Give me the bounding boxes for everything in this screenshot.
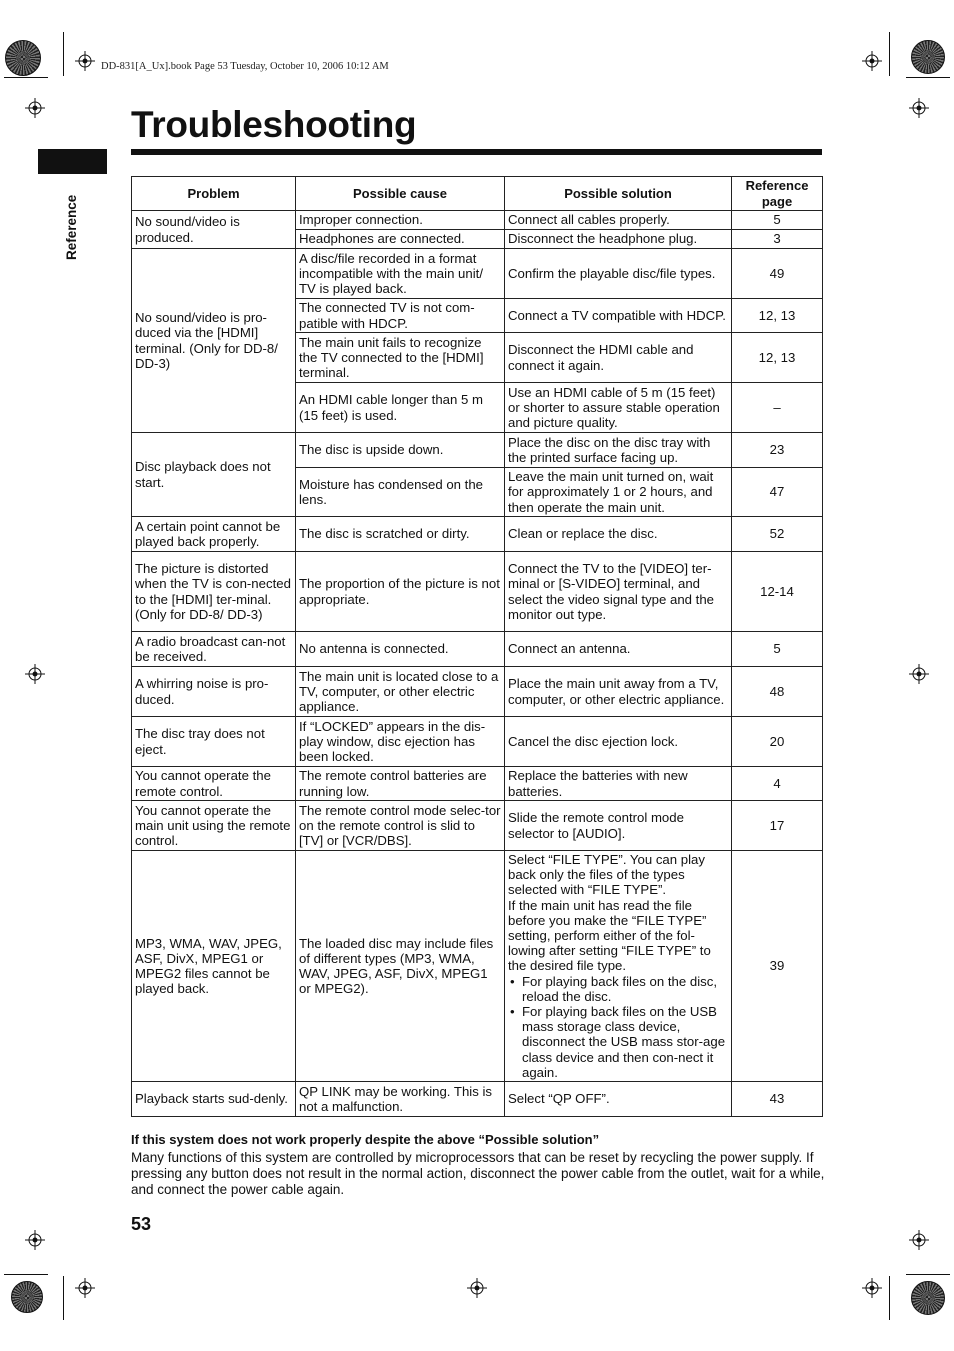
reference-page-cell: 5 — [732, 632, 823, 667]
cause-cell: Moisture has condensed on the lens. — [296, 468, 505, 517]
problem-cell: A certain point cannot be played back properly. — [132, 517, 296, 552]
column-header-ref: Reference page — [732, 177, 823, 211]
section-side-label: Reference — [64, 194, 79, 260]
solution-cell: Place the main unit away from a TV, computer, or other electric appliance. — [505, 667, 732, 717]
solution-paragraph: Select “FILE TYPE”. You can play back only the files of the types selected with “FILE TYPE”. — [508, 851, 705, 898]
problem-cell: MP3, WMA, WAV, JPEG, ASF, DivX, MPEG1 or MPEG2 files cannot be played back. — [132, 851, 296, 1082]
solution-cell: Connect all cables properly. — [505, 211, 732, 230]
table-row — [132, 667, 823, 717]
footnote-heading: If this system does not work properly despite the above “Possible solution” — [131, 1132, 600, 1147]
problem-cell: You cannot operate the main unit using the remote control. — [132, 801, 296, 851]
problem-cell: No sound/video is produced. — [132, 211, 296, 249]
reference-page-cell: 12, 13 — [732, 333, 823, 383]
solution-cell — [505, 851, 732, 1082]
solution-bullet-list — [508, 974, 728, 1080]
reference-page-cell: 20 — [732, 717, 823, 767]
reference-page-cell: 52 — [732, 517, 823, 552]
table-row — [132, 851, 823, 1082]
solution-cell: Leave the main unit turned on, wait for approximately 1 or 2 hours, and then operate the main unit. — [505, 468, 732, 517]
registration-disc-top-right — [911, 40, 945, 74]
column-header-cause: Possible cause — [296, 177, 505, 211]
page-number: 53 — [131, 1214, 152, 1234]
crosshair-mark-icon — [25, 664, 45, 684]
table-row — [132, 249, 823, 299]
reference-page-cell: 3 — [732, 230, 823, 249]
crosshair-mark-icon — [862, 51, 882, 71]
reference-page-cell: – — [732, 383, 823, 433]
solution-cell: Replace the batteries with new batteries. — [505, 767, 732, 801]
reference-page-cell: 12, 13 — [732, 299, 823, 333]
footnote-body: Many functions of this system are controlled by microprocessors that can be reset by recycling the power supply. If pressing any button does not result in the normal action, disconnect the power cable from the outlet, wait for a while, and connect the power cable again. — [131, 1150, 825, 1197]
solution-cell: Clean or replace the disc. — [505, 517, 732, 552]
solution-cell: Select “QP OFF”. — [505, 1082, 732, 1117]
problem-cell: The disc tray does not eject. — [132, 717, 296, 767]
table-row — [132, 552, 823, 632]
reference-page-cell: 23 — [732, 433, 823, 468]
solution-cell: Slide the remote control mode selector to [AUDIO]. — [505, 801, 732, 851]
reference-page-cell: 49 — [732, 249, 823, 299]
print-header: DD-831[A_Ux].book Page 53 Tuesday, October 10, 2006 10:12 AM — [101, 61, 389, 72]
problem-cell: No sound/video is pro-duced via the [HDMI] terminal. (Only for DD-8/ DD-3) — [132, 249, 296, 433]
solution-paragraph: If the main unit has read the file before you make the “FILE TYPE” setting, perform either of the fol-lowing after setting “FILE TYPE” to the desired file type. — [508, 897, 711, 974]
solution-bullet: • For playing back files on the USB mass storage class device, disconnect the USB mass stor-age class device and then con-nect it again. — [508, 1004, 728, 1080]
cause-cell: The remote control batteries are running low. — [296, 767, 505, 801]
cause-cell: The disc is upside down. — [296, 433, 505, 468]
crosshair-mark-icon — [909, 98, 929, 118]
problem-cell: A whirring noise is pro-duced. — [132, 667, 296, 717]
problem-cell: Playback starts sud-denly. — [132, 1082, 296, 1117]
cause-cell: The remote control mode selec-tor on the remote control is slid to [TV] or [VCR/DBS]. — [296, 801, 505, 851]
table-row — [132, 211, 823, 230]
cause-cell: The main unit fails to recognize the TV connected to the [HDMI] terminal. — [296, 333, 505, 383]
cause-cell: The loaded disc may include files of different types (MP3, WMA, WAV, JPEG, ASF, DivX, MPEG1 or MPEG2). — [296, 851, 505, 1082]
reference-page-cell: 12-14 — [732, 552, 823, 632]
problem-cell: The picture is distorted when the TV is con-nected to the [HDMI] ter-minal. (Only for DD-8/ DD-3) — [132, 552, 296, 632]
cause-cell: If “LOCKED” appears in the dis-play window, disc ejection has been locked. — [296, 717, 505, 767]
solution-cell: Place the disc on the disc tray with the printed surface facing up. — [505, 433, 732, 468]
crosshair-mark-icon — [25, 1230, 45, 1250]
solution-cell: Connect an antenna. — [505, 632, 732, 667]
problem-cell: A radio broadcast can-not be received. — [132, 632, 296, 667]
solution-cell: Connect the TV to the [VIDEO] ter-minal or [S-VIDEO] terminal, and select the video signal type and the monitor out type. — [505, 552, 732, 632]
crosshair-mark-icon — [75, 1278, 95, 1298]
crosshair-mark-icon — [25, 98, 45, 118]
registration-disc-bottom-right — [911, 1281, 945, 1315]
cause-cell: No antenna is connected. — [296, 632, 505, 667]
registration-disc-top-left — [5, 40, 41, 76]
table-row — [132, 767, 823, 801]
cause-cell: The connected TV is not com-patible with HDCP. — [296, 299, 505, 333]
cause-cell: QP LINK may be working. This is not a malfunction. — [296, 1082, 505, 1117]
cause-cell: A disc/file recorded in a format incompatible with the main unit/ TV is played back. — [296, 249, 505, 299]
cause-cell: Headphones are connected. — [296, 230, 505, 249]
crosshair-mark-icon — [75, 51, 95, 71]
reference-page-cell: 43 — [732, 1082, 823, 1117]
column-header-solution: Possible solution — [505, 177, 732, 211]
cause-cell: An HDMI cable longer than 5 m (15 feet) is used. — [296, 383, 505, 433]
reference-page-cell: 48 — [732, 667, 823, 717]
crosshair-mark-icon — [862, 1278, 882, 1298]
problem-cell: Disc playback does not start. — [132, 433, 296, 517]
page-title: Troubleshooting — [131, 104, 417, 145]
reference-page-cell: 47 — [732, 468, 823, 517]
crosshair-mark-icon — [467, 1278, 487, 1298]
crosshair-mark-icon — [909, 1230, 929, 1250]
solution-cell: Connect a TV compatible with HDCP. — [505, 299, 732, 333]
table-row — [132, 433, 823, 468]
solution-cell: Disconnect the HDMI cable and connect it again. — [505, 333, 732, 383]
solution-cell: Confirm the playable disc/file types. — [505, 249, 732, 299]
registration-disc-bottom-left — [11, 1281, 43, 1313]
solution-bullet: • For playing back files on the disc, reload the disc. — [508, 974, 728, 1004]
troubleshooting-table — [131, 176, 823, 1117]
section-tab — [38, 149, 107, 174]
cause-cell: Improper connection. — [296, 211, 505, 230]
table-row — [132, 632, 823, 667]
table-row — [132, 1082, 823, 1117]
solution-cell: Disconnect the headphone plug. — [505, 230, 732, 249]
cause-cell: The proportion of the picture is not appropriate. — [296, 552, 505, 632]
table-row — [132, 717, 823, 767]
cause-cell: The main unit is located close to a TV, computer, or other electric appliance. — [296, 667, 505, 717]
reference-page-cell: 4 — [732, 767, 823, 801]
table-row — [132, 801, 823, 851]
cause-cell: The disc is scratched or dirty. — [296, 517, 505, 552]
solution-cell: Use an HDMI cable of 5 m (15 feet) or shorter to assure stable operation and picture quality. — [505, 383, 732, 433]
table-row — [132, 517, 823, 552]
crosshair-mark-icon — [909, 664, 929, 684]
reference-page-cell: 17 — [732, 801, 823, 851]
reference-page-cell: 5 — [732, 211, 823, 230]
solution-cell: Cancel the disc ejection lock. — [505, 717, 732, 767]
column-header-problem: Problem — [132, 177, 296, 211]
table-header-row — [132, 177, 823, 211]
problem-cell: You cannot operate the remote control. — [132, 767, 296, 801]
title-rule — [131, 149, 822, 155]
reference-page-cell: 39 — [732, 851, 823, 1082]
